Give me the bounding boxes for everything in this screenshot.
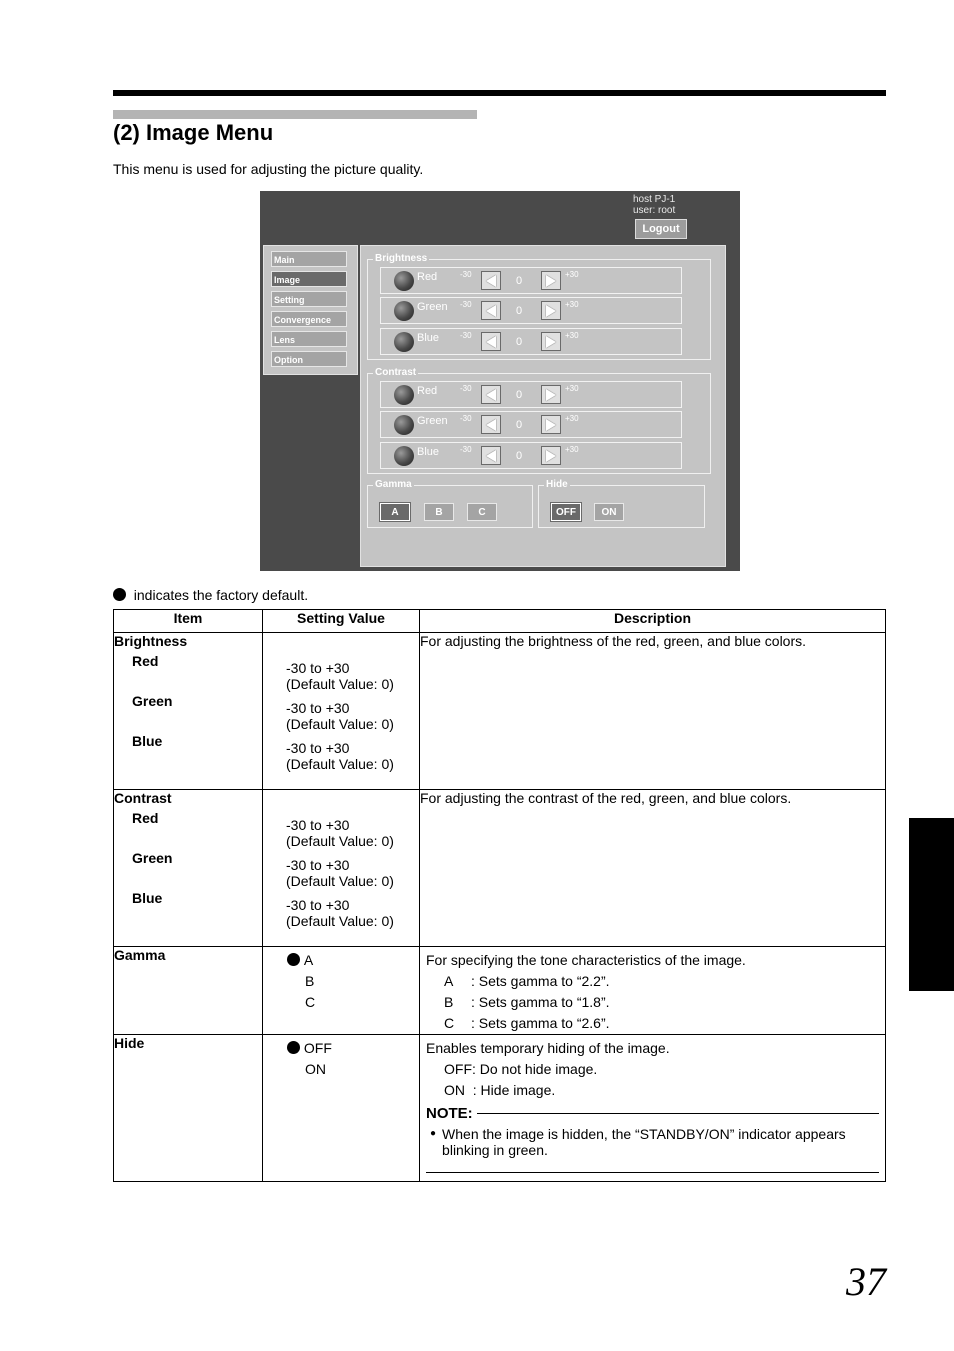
- value-cell: [263, 1035, 420, 1182]
- gamma-value: B: [305, 973, 315, 989]
- sub-item: Red: [132, 810, 159, 826]
- sidebar: [263, 245, 358, 375]
- row-label: Blue: [417, 446, 440, 458]
- sidebar-item-option[interactable]: Option: [271, 351, 347, 367]
- decrease-button[interactable]: [481, 446, 501, 465]
- sidebar-item-lens[interactable]: Lens: [271, 331, 347, 347]
- sub-item: Blue: [132, 890, 163, 906]
- decrease-button[interactable]: [481, 415, 501, 434]
- decrease-button[interactable]: [481, 385, 501, 404]
- row-min: -30: [460, 414, 472, 423]
- row-label: Blue: [417, 332, 440, 344]
- gamma-desc: For specifying the tone characteristics of the image.: [426, 952, 746, 968]
- bullet-icon: ●: [430, 1128, 437, 1139]
- gamma-value: A: [303, 952, 314, 968]
- legend: [113, 587, 308, 603]
- intro-text: This menu is used for adjusting the picture quality.: [113, 161, 424, 177]
- table-row: [114, 1035, 886, 1182]
- contrast-red-row: [380, 381, 682, 408]
- default-dot-icon: [287, 953, 300, 966]
- arrow-right-icon: [546, 450, 556, 462]
- row-value: 0: [516, 275, 523, 287]
- contrast-blue-row: [380, 442, 682, 469]
- range-text: -30 to +30: [286, 817, 350, 833]
- desc-cell: [420, 947, 886, 1035]
- table-header-row: [114, 610, 886, 633]
- gamma-detail: C : Sets gamma to “2.6”.: [444, 1015, 610, 1031]
- hide-desc: Enables temporary hiding of the image.: [426, 1040, 670, 1056]
- default-text: (Default Value: 0): [286, 913, 394, 929]
- value-cell: [263, 790, 420, 947]
- row-min: -30: [460, 331, 472, 340]
- arrow-left-icon: [486, 450, 496, 462]
- gamma-detail: A : Sets gamma to “2.2”.: [444, 973, 610, 989]
- contrast-group: [367, 367, 711, 474]
- row-label: Red: [417, 385, 438, 397]
- row-min: -30: [460, 384, 472, 393]
- decrease-button[interactable]: [481, 332, 501, 351]
- arrow-left-icon: [486, 336, 496, 348]
- arrow-right-icon: [546, 419, 556, 431]
- page-title: (2) Image Menu: [113, 120, 274, 145]
- item-cell: [114, 1035, 263, 1182]
- section-bar: [113, 110, 477, 119]
- gamma-c-button[interactable]: C: [467, 503, 497, 521]
- row-min: -30: [460, 270, 472, 279]
- item-name: Gamma: [114, 947, 166, 963]
- row-max: +30: [565, 445, 579, 454]
- sub-item: Green: [132, 850, 173, 866]
- row-min: -30: [460, 300, 472, 309]
- range-text: -30 to +30: [286, 740, 350, 756]
- hide-label: Hide: [546, 479, 568, 490]
- header-setting-value: Setting Value: [263, 610, 420, 633]
- increase-button[interactable]: [541, 301, 561, 320]
- hide-detail: ON : Hide image.: [444, 1082, 556, 1098]
- table-row: [114, 947, 886, 1035]
- slider-knob-icon[interactable]: [394, 385, 414, 405]
- item-cell: [114, 633, 263, 790]
- gamma-group: [367, 479, 533, 528]
- sub-item: Blue: [132, 733, 163, 749]
- gamma-a-button[interactable]: A: [380, 503, 410, 521]
- brightness-label: Brightness: [375, 253, 428, 264]
- sidebar-item-convergence[interactable]: Convergence: [271, 311, 347, 327]
- logout-button[interactable]: Logout: [635, 219, 687, 239]
- decrease-button[interactable]: [481, 301, 501, 320]
- user-label: user: root: [633, 205, 676, 216]
- item-name: Brightness: [114, 633, 188, 649]
- sub-item: Green: [132, 693, 173, 709]
- item-cell: [114, 947, 263, 1035]
- slider-knob-icon[interactable]: [394, 332, 414, 352]
- value-cell: [263, 633, 420, 790]
- header-item: Item: [114, 610, 263, 633]
- row-label: Red: [417, 271, 438, 283]
- default-text: (Default Value: 0): [286, 833, 394, 849]
- sub-item: Red: [132, 653, 159, 669]
- row-value: 0: [516, 419, 523, 431]
- hide-group: [538, 479, 705, 528]
- row-max: +30: [565, 331, 579, 340]
- item-cell: [114, 790, 263, 947]
- default-dot-icon: [287, 1041, 300, 1054]
- item-name: Contrast: [114, 790, 172, 806]
- gamma-value: C: [305, 994, 316, 1010]
- range-text: -30 to +30: [286, 897, 350, 913]
- menu-screenshot: [260, 191, 740, 571]
- row-value: 0: [516, 305, 523, 317]
- row-max: +30: [565, 270, 579, 279]
- hide-value: ON: [305, 1061, 326, 1077]
- settings-table: [113, 609, 886, 1182]
- table-row: [114, 790, 886, 947]
- brightness-group: [367, 253, 711, 360]
- contrast-green-row: [380, 411, 682, 438]
- arrow-right-icon: [546, 305, 556, 317]
- row-label: Green: [417, 415, 448, 427]
- gamma-detail: B : Sets gamma to “1.8”.: [444, 994, 610, 1010]
- increase-button[interactable]: [541, 332, 561, 351]
- note-label: NOTE:: [426, 1105, 473, 1122]
- row-label: Green: [417, 301, 448, 313]
- value-cell: [263, 947, 420, 1035]
- host-info: [633, 194, 675, 216]
- default-text: (Default Value: 0): [286, 716, 394, 732]
- range-text: -30 to +30: [286, 660, 350, 676]
- page-number: 37: [846, 1259, 886, 1304]
- desc-cell: For adjusting the contrast of the red, green, and blue colors.: [420, 790, 886, 947]
- slider-knob-icon[interactable]: [394, 415, 414, 435]
- brightness-blue-row: [380, 328, 682, 355]
- arrow-left-icon: [486, 389, 496, 401]
- arrow-right-icon: [546, 336, 556, 348]
- arrow-right-icon: [546, 389, 556, 401]
- default-text: (Default Value: 0): [286, 873, 394, 889]
- gamma-label: Gamma: [375, 479, 412, 490]
- settings-panel: [360, 245, 726, 567]
- row-value: 0: [516, 450, 523, 462]
- note-body: [426, 1124, 879, 1158]
- hide-on-button[interactable]: ON: [594, 503, 624, 521]
- hide-value: OFF: [303, 1040, 332, 1056]
- note-heading: [426, 1103, 879, 1124]
- default-dot-icon: [113, 588, 126, 601]
- sidebar-item-setting[interactable]: Setting: [271, 291, 347, 307]
- row-max: +30: [565, 384, 579, 393]
- default-text: (Default Value: 0): [286, 756, 394, 772]
- increase-button[interactable]: [541, 385, 561, 404]
- sidebar-item-image[interactable]: Image: [271, 271, 347, 287]
- range-text: -30 to +30: [286, 700, 350, 716]
- row-min: -30: [460, 445, 472, 454]
- desc-cell: [420, 1035, 886, 1182]
- default-text: (Default Value: 0): [286, 676, 394, 692]
- contrast-label: Contrast: [375, 367, 417, 378]
- arrow-left-icon: [486, 305, 496, 317]
- row-max: +30: [565, 414, 579, 423]
- arrow-left-icon: [486, 275, 496, 287]
- slider-knob-icon[interactable]: [394, 446, 414, 466]
- hide-off-button[interactable]: OFF: [551, 503, 581, 521]
- row-value: 0: [516, 336, 523, 348]
- note-bottom-rule: [426, 1172, 879, 1173]
- arrow-left-icon: [486, 419, 496, 431]
- gamma-b-button[interactable]: B: [424, 503, 454, 521]
- slider-knob-icon[interactable]: [394, 271, 414, 291]
- brightness-green-row: [380, 297, 682, 324]
- row-max: +30: [565, 300, 579, 309]
- sidebar-item-main[interactable]: Main: [271, 251, 347, 267]
- arrow-right-icon: [546, 275, 556, 287]
- slider-knob-icon[interactable]: [394, 301, 414, 321]
- header-description: Description: [420, 610, 886, 633]
- side-tab: [909, 818, 954, 991]
- top-rule: [113, 90, 886, 96]
- hide-detail: OFF: Do not hide image.: [444, 1061, 598, 1077]
- note-rule: [477, 1113, 879, 1114]
- desc-cell: For adjusting the brightness of the red, green, and blue colors.: [420, 633, 886, 790]
- increase-button[interactable]: [541, 415, 561, 434]
- decrease-button[interactable]: [481, 271, 501, 290]
- increase-button[interactable]: [541, 446, 561, 465]
- item-name: Hide: [114, 1035, 145, 1051]
- range-text: -30 to +30: [286, 857, 350, 873]
- note-text: When the image is hidden, the “STANDBY/ON” indicator appears blinking in green.: [442, 1126, 846, 1158]
- increase-button[interactable]: [541, 271, 561, 290]
- table-row: [114, 633, 886, 790]
- row-value: 0: [516, 389, 523, 401]
- brightness-red-row: [380, 267, 682, 294]
- host-label: host PJ-1: [633, 194, 676, 205]
- legend-text: indicates the factory default.: [133, 587, 309, 603]
